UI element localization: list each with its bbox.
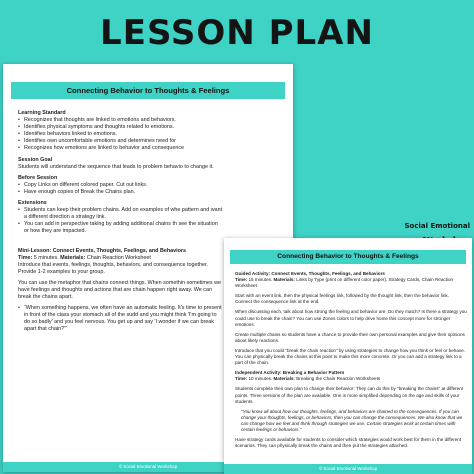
- paragraph: Create multiple chains so students have a chance to provide their own personal examples and give their opinions about likely reactions.: [235, 331, 465, 343]
- guided-time: 15 minutes.: [248, 277, 273, 283]
- guided-time-label: Time:: [235, 277, 248, 283]
- time-label: Time:: [18, 254, 33, 261]
- extensions-heading: Extensions: [18, 200, 47, 207]
- session-goal-text: Students will understand the sequence that leads to problem behavio to change it.: [18, 163, 214, 170]
- list-item: • Identifies own uncomfortable emotions and determines need for: [18, 138, 292, 145]
- mini-lesson-meta: [18, 255, 223, 262]
- paragraph: Introduce that you could "break the chain reaction" by using strategies to change how you think or feel or behave. You can physically break the chains at this point to make this more concrete. Or you can add a strategy link to a part of the chain.: [235, 347, 466, 366]
- quote-text: • “When something happens, we often have an automatic feeling. It's time to present in front of the class your stomach all of the sudd and you might think 'I'm going to do so badly' and you feel nervous. You get up and say 'I wonder if we can break apart that chain?'”: [18, 305, 223, 333]
- list-item: • Identifies physical symptoms and thoughts related to emotions.: [18, 124, 292, 131]
- mini-lesson-heading: Mini-Lesson: Connect Events, Thoughts, Feelings, and Behaviors: [18, 247, 187, 254]
- list-item: • Recognizes how emotions are linked to behavior and consequence: [18, 145, 292, 152]
- guided-activity-heading: Guided Activity: Connect Events, Thoughts, Feelings, and Behaviors: [235, 271, 385, 276]
- front-page: [224, 238, 472, 474]
- front-page-content: [235, 271, 467, 449]
- front-page-title: Connecting Behavior to Thoughts & Feelings: [230, 250, 466, 264]
- mini-lesson-text: Introduce that events, feelings, thoughts, behaviors, and consequence together. Provide 1-2 examples to your group.: [18, 261, 209, 275]
- banner-title: LESSON PLAN: [100, 13, 374, 53]
- list-item: • Copy Links on different colored paper. Cut out links.: [18, 182, 292, 189]
- materials-label: Materials:: [60, 254, 86, 261]
- time-value: 5 minutes.: [33, 254, 59, 261]
- back-page-footer: © Social Emotional Workshop: [3, 462, 293, 472]
- list-item: • Students can keep their problem chains. Add on examples of whe pattern and want a different direction a strategy link.: [18, 207, 223, 221]
- ind-materials: Breaking the Chain Reaction Worksheets: [296, 376, 381, 382]
- lesson-plan-banner: [0, 0, 474, 66]
- logo-line1: Social Emotional: [404, 222, 470, 230]
- paragraph: When discussing each, talk about how strong the feeling and behavior are. Do they match? Is there a strategy you could use to break the chain? You can use Zones colors to help drive home this concept more for stronger emotions.: [235, 309, 467, 327]
- list-item: • Recognizes that thoughts are linked to emotions and behaviors.: [18, 117, 292, 124]
- independent-meta: [235, 376, 467, 382]
- session-goal-heading: Session Goal: [18, 156, 53, 163]
- ind-time-label: Time:: [235, 376, 248, 382]
- paragraph: Students complete their own plan to change their behavior: They can do this by "breaking the chains" at different points. Three versions of the plan are available. One is more simplified depending on the age and skills of your students.: [235, 386, 464, 404]
- list-item: • Identifies behaviors linked to emotions.: [18, 131, 292, 138]
- back-page-title: Connecting Behavior to Thoughts & Feelings: [11, 82, 285, 99]
- list-item: • Have enough copies of Break the Chains plan.: [18, 189, 292, 196]
- paragraph: Start with an event link, then the physical feelings link, followed by the thought link, then the behavior link. Connect the consequence link at the end.: [235, 293, 449, 305]
- materials-value: Chain Reaction Worksheet: [86, 254, 151, 261]
- quote-text: "You know all about how our thoughts, feelings, and behaviors are chained to the consequences. If you can change your thoughts, feelings, or behaviors, then you can change the consequences. We also know that we can change how we feel and think through strategies we use. Certain strategies work at certain times with certain feelings or behaviors.": [241, 408, 463, 432]
- guided-materials-label: Materials:: [273, 277, 295, 283]
- ind-time: 10 minutes.: [248, 376, 273, 382]
- front-page-footer: © Social Emotional Workshop: [224, 464, 472, 474]
- learning-standard-heading: Learning Standard: [18, 110, 66, 116]
- independent-activity-heading: Independent Activity: Breaking a Behavior Pattern: [235, 370, 345, 376]
- before-session-heading: Before Session: [18, 174, 58, 181]
- ind-materials-label: Materials:: [273, 376, 295, 382]
- metaphor-text: You can use the metaphor that chains connect things. When somethin sometimes we have feelings and thoughts and actions that are chain happen right away. We can break the chains apart.: [18, 279, 221, 301]
- guided-materials: Links by Type (print on different color paper), Strategy Cards, Chain Reaction Worksheet: [235, 277, 454, 289]
- paragraph: Have strategy cards available for students to consider which strategies would work best for them in the different scenarios. They can physically break the chains and then put the strategies attached.: [235, 437, 462, 449]
- list-item: • You can add in perspective taking by adding additional chains th see the situation or how they are impacted.: [18, 221, 223, 235]
- guided-meta: [235, 277, 467, 289]
